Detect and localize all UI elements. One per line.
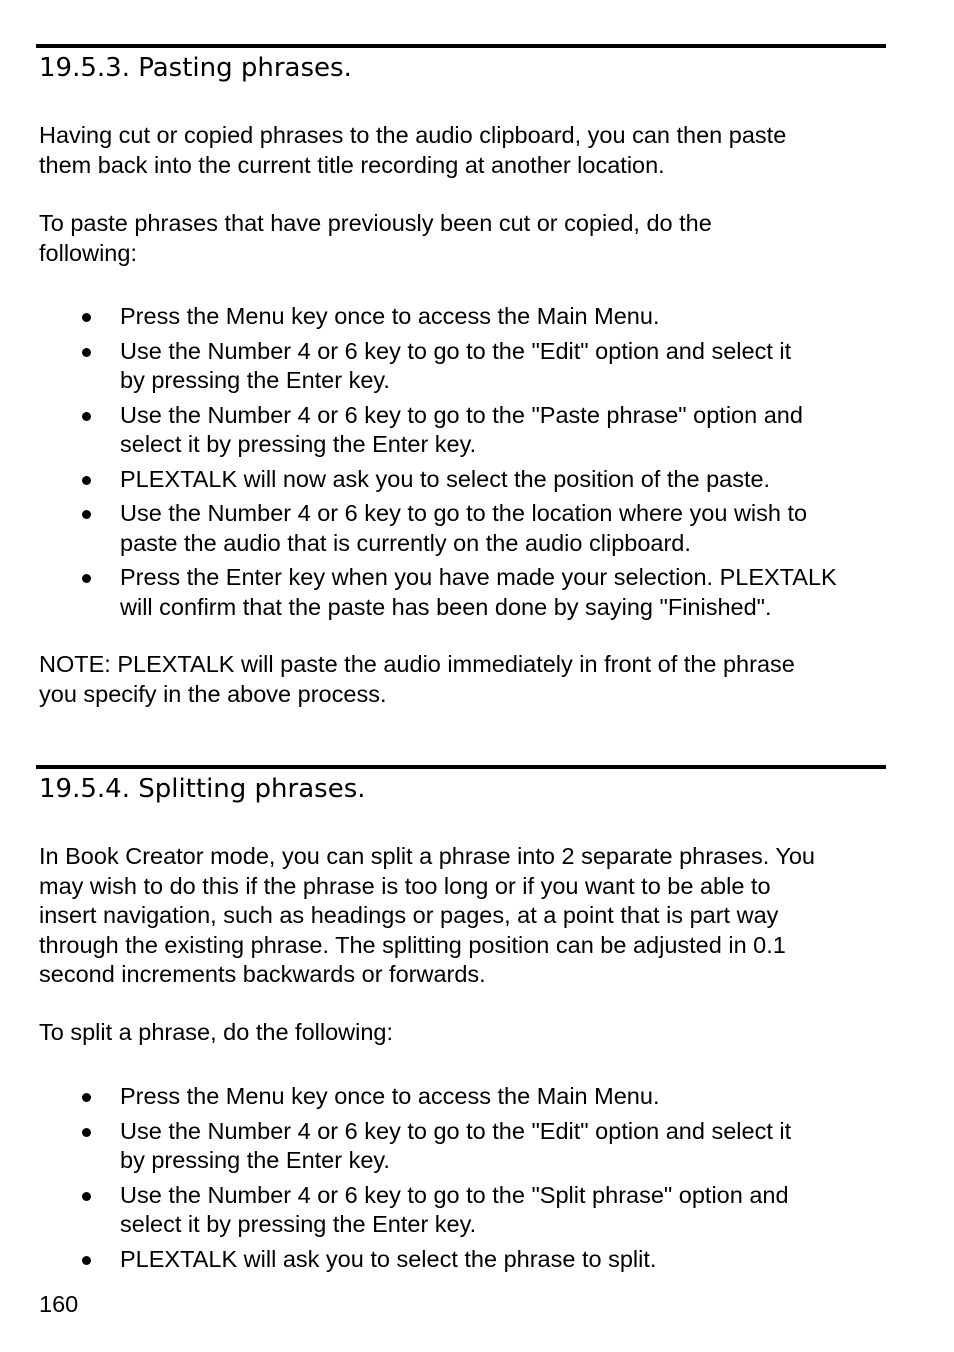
section-rule-splitting xyxy=(36,765,886,769)
paragraph-pasting-intro: Having cut or copied phrases to the audio clipboard, you can then paste them back into the current title recording at another location. xyxy=(39,122,787,178)
bullet-icon xyxy=(82,313,91,322)
list-item xyxy=(0,563,890,622)
list-item xyxy=(0,499,890,558)
list-item-text: Press the Enter key when you have made your selection. PLEXTALK will confirm that the paste has been done by saying "Finished". xyxy=(120,564,837,620)
paragraph-splitting-instruction: To split a phrase, do the following: xyxy=(39,1019,394,1045)
bullet-icon xyxy=(82,574,91,583)
list-item-text: Use the Number 4 or 6 key to go to the "Paste phrase" option and select it by pressing the Enter key. xyxy=(120,401,803,457)
bullet-icon xyxy=(82,476,91,485)
bullet-icon xyxy=(82,510,91,519)
list-item-text: Use the Number 4 or 6 key to go to the "Edit" option and select it by pressing the Enter key. xyxy=(120,337,792,393)
heading-splitting-phrases: 19.5.4. Splitting phrases. xyxy=(39,774,366,804)
splitting-steps-list xyxy=(0,1082,954,1279)
list-item xyxy=(0,337,890,396)
list-item-text: Use the Number 4 or 6 key to go to the location where you wish to paste the audio that is currently on the audio clipboard. xyxy=(120,500,808,556)
list-item xyxy=(0,302,890,332)
bullet-icon xyxy=(82,348,91,357)
list-item-text: Press the Menu key once to access the Main Menu. xyxy=(120,1083,660,1109)
list-item xyxy=(0,1181,890,1240)
bullet-icon xyxy=(82,1192,91,1201)
list-item xyxy=(0,1245,890,1275)
bullet-icon xyxy=(82,1093,91,1102)
pasting-steps-list xyxy=(0,302,954,627)
list-item xyxy=(0,465,890,495)
list-item xyxy=(0,401,890,460)
bullet-icon xyxy=(82,412,91,421)
list-item xyxy=(0,1117,890,1176)
bullet-icon xyxy=(82,1128,91,1137)
bullet-icon xyxy=(82,1256,91,1265)
page-number: 160 xyxy=(39,1291,79,1317)
heading-pasting-phrases: 19.5.3. Pasting phrases. xyxy=(39,53,352,83)
list-item-text: PLEXTALK will now ask you to select the position of the paste. xyxy=(120,465,771,492)
list-item xyxy=(0,1082,890,1112)
paragraph-pasting-note: NOTE: PLEXTALK will paste the audio immediately in front of the phrase you specify in the above process. xyxy=(39,651,795,707)
paragraph-splitting-intro: In Book Creator mode, you can split a phrase into 2 separate phrases. You may wish to do this if the phrase is too long or if you want to be able to insert navigation, such as headings or pages, at a point that is part way through the existing phrase. The splitting position can be adjusted in 0.1 second increments backwards or forwards. xyxy=(39,843,815,987)
list-item-text: Use the Number 4 or 6 key to go to the "Split phrase" option and select it by pressing the Enter key. xyxy=(120,1181,789,1237)
paragraph-pasting-instruction: To paste phrases that have previously been cut or copied, do the following: xyxy=(39,210,712,266)
list-item-text: Use the Number 4 or 6 key to go to the "Edit" option and select it by pressing the Enter key. xyxy=(120,1117,792,1173)
list-item-text: Press the Menu key once to access the Main Menu. xyxy=(120,303,660,329)
section-rule-pasting xyxy=(36,44,886,48)
list-item-text: PLEXTALK will ask you to select the phrase to split. xyxy=(120,1245,657,1272)
